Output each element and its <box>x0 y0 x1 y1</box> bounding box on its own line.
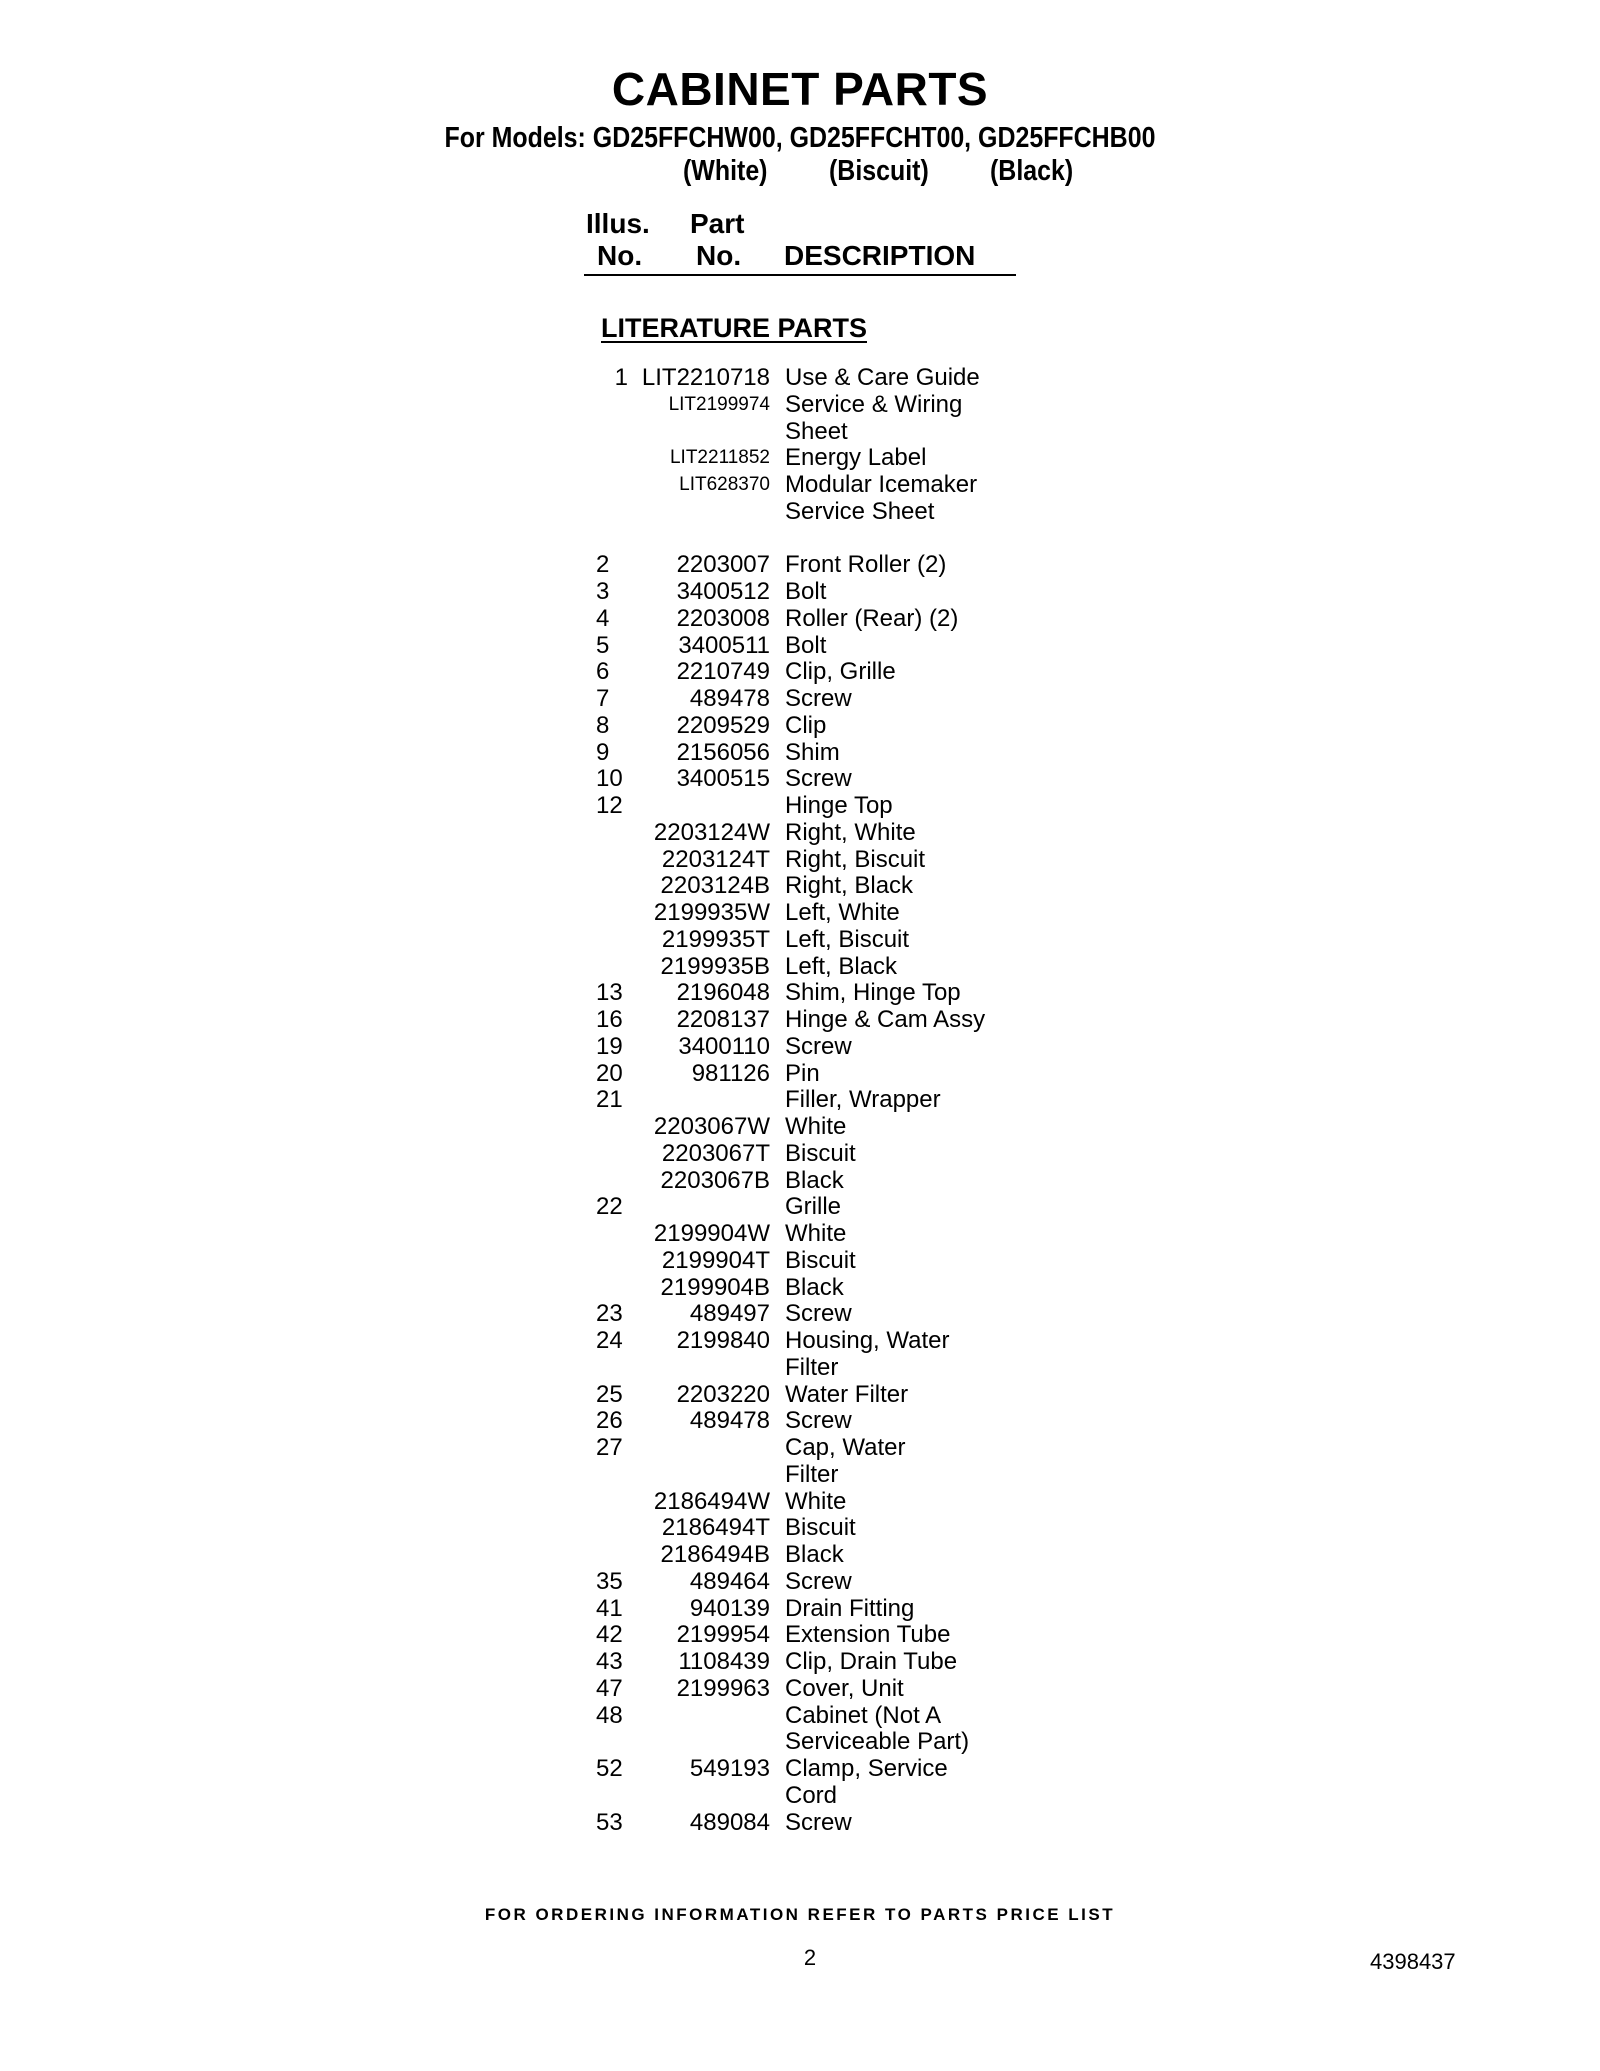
parts-row <box>0 1248 1600 1275</box>
parts-row <box>0 793 1600 820</box>
part-number: 2203008 <box>676 604 770 632</box>
part-description: Left, Black <box>785 952 898 980</box>
part-number: 2196048 <box>676 979 770 1007</box>
illus-number: 13 <box>596 979 623 1007</box>
color-black-label: (Black) <box>990 155 1074 187</box>
part-number: 489478 <box>689 685 770 712</box>
part-number: 2199904T <box>661 1246 770 1274</box>
illus-number: 43 <box>596 1648 623 1675</box>
parts-row <box>0 686 1600 713</box>
part-description: Screw <box>785 765 852 793</box>
part-description: Energy Label <box>785 444 927 472</box>
part-number: 2203067B <box>660 1166 770 1194</box>
part-number: 2210749 <box>676 658 770 686</box>
description-header: DESCRIPTION <box>784 240 976 271</box>
part-description: Hinge & Cam Assy <box>785 1006 986 1033</box>
part-description: Clip, Drain Tube <box>785 1648 958 1675</box>
ordering-note: FOR ORDERING INFORMATION REFER TO PARTS PRICE LIST <box>484 1905 1116 1924</box>
parts-row <box>0 1194 1600 1221</box>
part-description: Screw <box>785 685 852 712</box>
part-number: 2186494W <box>653 1487 770 1515</box>
parts-row <box>0 445 1600 472</box>
part-description: Right, Biscuit <box>785 845 926 873</box>
part-number: 2199904B <box>660 1273 770 1301</box>
part-description: Water Filter <box>785 1380 909 1408</box>
parts-row <box>0 472 1600 499</box>
part-description: Screw <box>785 1567 852 1595</box>
part-number: 3400110 <box>678 1032 770 1060</box>
parts-row <box>0 1596 1600 1623</box>
illus-number: 52 <box>596 1755 623 1782</box>
document-number: 4398437 <box>1370 1949 1456 1974</box>
parts-row <box>0 900 1600 927</box>
part-number: 489478 <box>689 1407 770 1435</box>
part-number: 2186494T <box>661 1514 770 1542</box>
illus-number: 24 <box>596 1327 623 1354</box>
illus-number: 26 <box>596 1407 623 1435</box>
parts-row <box>0 1221 1600 1248</box>
part-number: 3400512 <box>676 578 770 605</box>
parts-row <box>0 1382 1600 1409</box>
part-description: Clip <box>785 711 827 739</box>
parts-row <box>0 419 1600 446</box>
illus-number: 16 <box>596 1006 623 1033</box>
part-number: LIT2211852 <box>669 447 770 469</box>
part-description: Drain Fitting <box>785 1594 915 1622</box>
part-number: 2199935T <box>661 925 770 953</box>
part-description: Cord <box>785 1781 838 1809</box>
parts-row <box>0 1168 1600 1195</box>
part-number: 2209529 <box>676 711 770 739</box>
part-header-line2: No. <box>696 240 742 271</box>
illus-number: 9 <box>596 738 610 766</box>
part-description: White <box>785 1220 847 1247</box>
parts-row <box>0 927 1600 954</box>
illus-number: 4 <box>596 604 610 632</box>
illus-number: 10 <box>596 765 623 793</box>
parts-row <box>0 873 1600 900</box>
part-number: 2199935B <box>660 952 770 980</box>
part-header-line1: Part <box>690 208 745 239</box>
part-number: 2199954 <box>676 1621 770 1649</box>
models-line: For Models: GD25FFCHW00, GD25FFCHT00, GD25FFCHB00 <box>444 122 1156 154</box>
part-description: Extension Tube <box>785 1621 951 1649</box>
part-number: 2203067W <box>653 1113 770 1140</box>
illus-number: 20 <box>596 1059 623 1087</box>
part-number: 2203067T <box>661 1139 770 1167</box>
parts-row <box>0 1301 1600 1328</box>
illus-number: 23 <box>596 1300 623 1328</box>
parts-row <box>0 1729 1600 1756</box>
part-number: 3400515 <box>676 765 770 793</box>
part-description: Biscuit <box>785 1514 856 1542</box>
illus-number: 41 <box>596 1594 623 1622</box>
part-description: Bolt <box>785 578 827 605</box>
part-description: Grille <box>785 1193 842 1221</box>
illus-number: 1 <box>614 364 628 391</box>
part-description: Service & Wiring <box>785 390 963 418</box>
parts-row <box>0 579 1600 606</box>
parts-row <box>0 1569 1600 1596</box>
parts-row <box>0 1515 1600 1542</box>
part-description: Clamp, Service <box>785 1755 948 1782</box>
parts-row <box>0 659 1600 686</box>
part-number: 2199963 <box>676 1674 770 1702</box>
parts-row <box>0 954 1600 981</box>
illus-header-line2: No. <box>597 240 643 271</box>
parts-row <box>0 713 1600 740</box>
part-number: 981126 <box>691 1059 770 1087</box>
parts-row <box>0 820 1600 847</box>
part-description: Screw <box>785 1407 852 1435</box>
parts-row <box>0 1114 1600 1141</box>
color-biscuit-label: (Biscuit) <box>829 155 929 187</box>
part-number: 549193 <box>689 1755 770 1782</box>
parts-row <box>0 1622 1600 1649</box>
row-spacer <box>0 526 1600 553</box>
parts-row <box>0 1783 1600 1810</box>
parts-row <box>0 1676 1600 1703</box>
part-description: Black <box>785 1541 844 1568</box>
part-description: Filter <box>785 1460 839 1488</box>
illus-number: 35 <box>596 1567 623 1595</box>
illus-number: 5 <box>596 631 610 659</box>
parts-row <box>0 1408 1600 1435</box>
illus-number: 19 <box>596 1032 623 1060</box>
parts-row <box>0 1756 1600 1783</box>
parts-row <box>0 1328 1600 1355</box>
parts-row <box>0 1087 1600 1114</box>
part-description: Bolt <box>785 631 827 659</box>
part-number: 2203220 <box>676 1380 770 1408</box>
parts-list <box>0 365 1600 1836</box>
illus-number: 47 <box>596 1674 623 1702</box>
parts-row <box>0 1462 1600 1489</box>
part-description: Modular Icemaker <box>785 471 978 498</box>
part-number: 2156056 <box>676 738 770 766</box>
part-number: 2199904W <box>653 1220 770 1247</box>
part-description: Serviceable Part) <box>785 1728 970 1756</box>
illus-number: 3 <box>596 578 610 605</box>
parts-row <box>0 1435 1600 1462</box>
illus-number: 2 <box>596 551 610 579</box>
part-description: Shim, Hinge Top <box>785 979 961 1007</box>
parts-row <box>0 766 1600 793</box>
parts-row <box>0 1034 1600 1061</box>
part-description: Biscuit <box>785 1246 856 1274</box>
part-description: Filter <box>785 1353 839 1381</box>
part-description: Screw <box>785 1808 852 1836</box>
part-description: Front Roller (2) <box>785 551 947 579</box>
part-number: LIT2210718 <box>641 364 770 391</box>
illus-number: 25 <box>596 1380 623 1408</box>
part-number: 489497 <box>689 1300 770 1328</box>
illus-number: 27 <box>596 1434 623 1461</box>
illus-number: 42 <box>596 1621 623 1649</box>
part-description: Hinge Top <box>785 792 893 819</box>
parts-row <box>0 499 1600 526</box>
parts-row <box>0 392 1600 419</box>
parts-row <box>0 980 1600 1007</box>
parts-row <box>0 552 1600 579</box>
part-description: Sheet <box>785 417 848 445</box>
part-description: White <box>785 1487 847 1515</box>
parts-row <box>0 1489 1600 1516</box>
parts-row <box>0 847 1600 874</box>
part-description: Right, White <box>785 818 916 846</box>
part-number: 3400511 <box>678 631 770 659</box>
part-number: 1108439 <box>678 1648 770 1675</box>
part-number: 2199935W <box>653 899 770 926</box>
header-rule <box>584 274 1016 276</box>
part-description: White <box>785 1113 847 1140</box>
parts-row <box>0 1703 1600 1730</box>
part-description: Right, Black <box>785 872 914 900</box>
part-description: Service Sheet <box>785 497 935 525</box>
parts-row <box>0 740 1600 767</box>
parts-row <box>0 1141 1600 1168</box>
part-number: 489464 <box>689 1567 770 1595</box>
part-description: Screw <box>785 1300 852 1328</box>
page-number: 2 <box>803 1945 817 1970</box>
part-number: LIT2199974 <box>668 393 770 415</box>
part-description: Pin <box>785 1059 820 1087</box>
part-number: 2203124T <box>661 845 770 873</box>
section-title: LITERATURE PARTS <box>601 313 867 343</box>
part-number: 2203124B <box>660 872 770 900</box>
part-number: 2203007 <box>676 551 770 579</box>
illus-header-line1: Illus. <box>586 208 650 239</box>
part-description: Clip, Grille <box>785 658 896 686</box>
illus-number: 48 <box>596 1701 623 1729</box>
page-title: CABINET PARTS <box>611 63 989 115</box>
illus-number: 53 <box>596 1808 623 1836</box>
part-description: Housing, Water <box>785 1327 950 1354</box>
parts-row <box>0 1061 1600 1088</box>
illus-number: 12 <box>596 792 623 819</box>
parts-row <box>0 365 1600 392</box>
part-description: Black <box>785 1273 844 1301</box>
parts-row <box>0 606 1600 633</box>
part-description: Cabinet (Not A <box>785 1701 942 1729</box>
parts-row <box>0 1810 1600 1837</box>
part-number: 2208137 <box>676 1006 770 1033</box>
illus-number: 6 <box>596 658 610 686</box>
part-description: Black <box>785 1166 844 1194</box>
parts-row <box>0 1007 1600 1034</box>
illus-number: 21 <box>596 1086 623 1114</box>
parts-row <box>0 1542 1600 1569</box>
part-description: Biscuit <box>785 1139 856 1167</box>
parts-row <box>0 1275 1600 1302</box>
part-number: LIT628370 <box>679 474 770 495</box>
part-number: 940139 <box>689 1594 770 1622</box>
part-number: 489084 <box>689 1808 770 1836</box>
part-description: Use & Care Guide <box>785 364 980 391</box>
part-description: Shim <box>785 738 840 766</box>
part-number: 2199840 <box>676 1327 770 1354</box>
parts-row <box>0 633 1600 660</box>
part-description: Left, Biscuit <box>785 925 910 953</box>
part-description: Left, White <box>785 899 900 926</box>
color-white-label: (White) <box>683 155 768 187</box>
part-number: 2203124W <box>653 818 770 846</box>
illus-number: 22 <box>596 1193 623 1221</box>
part-description: Screw <box>785 1032 852 1060</box>
parts-row <box>0 1355 1600 1382</box>
part-description: Cap, Water <box>785 1434 906 1461</box>
part-number: 2186494B <box>660 1541 770 1568</box>
part-description: Roller (Rear) (2) <box>785 604 959 632</box>
parts-row <box>0 1649 1600 1676</box>
illus-number: 8 <box>596 711 610 739</box>
illus-number: 7 <box>596 685 610 712</box>
part-description: Cover, Unit <box>785 1674 904 1702</box>
part-description: Filler, Wrapper <box>785 1086 941 1114</box>
